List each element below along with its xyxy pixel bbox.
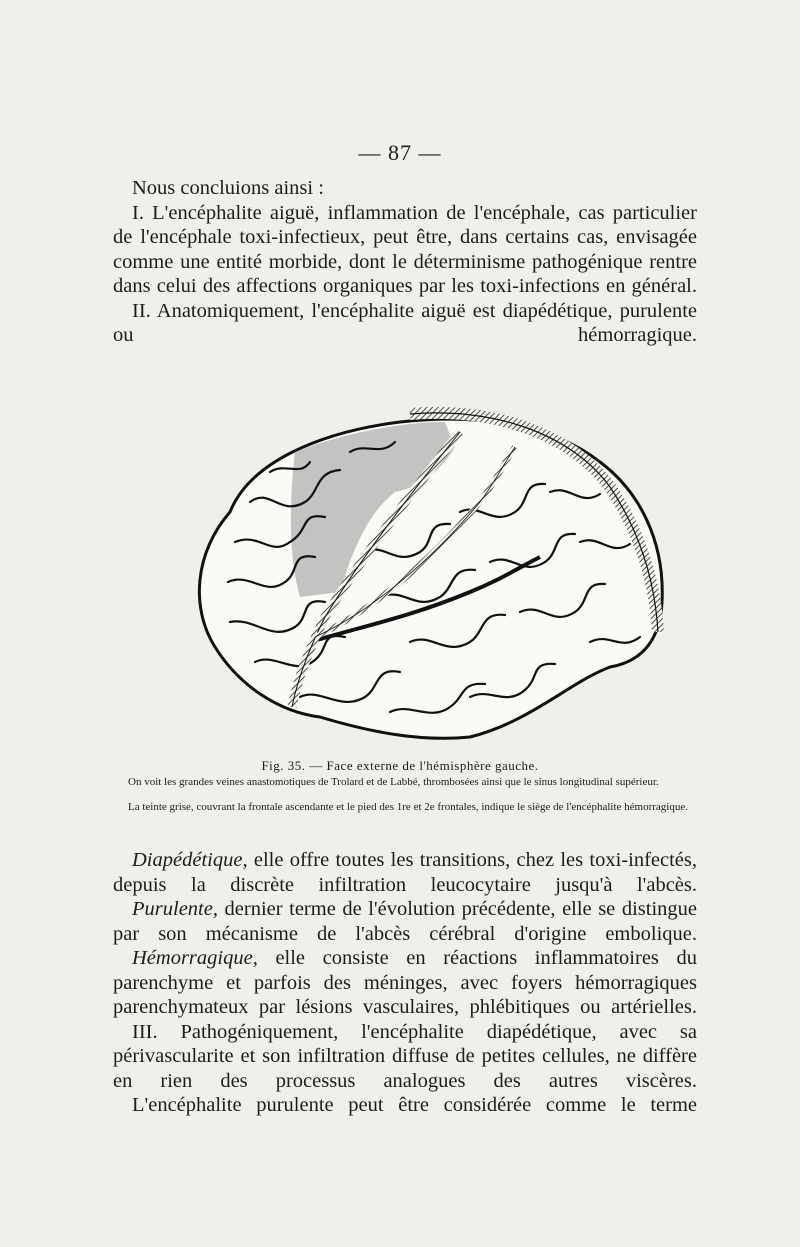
figure-caption-2 bbox=[113, 801, 697, 814]
paragraph-purulente-terme: L'encéphalite purulente peut être considérée comme le terme bbox=[132, 1094, 697, 1116]
conclusion-1: I. L'encéphalite aiguë, inflammation de l'encéphale, cas particulier de l'encéphale toxi-infectieux, peut être, dans certains cas, envisagée comme une entité morbide, dont le déterminisme pathogénique rentre dans celui des affections organiques par les toxi-infections en général. bbox=[113, 201, 697, 297]
text-hemorragique: elle consiste en réactions inflammatoires du parenchyme et parfois des méninges, avec foyers hémorragiques parenchymateux par lésions vasculaires, phlébitiques ou artérielles. bbox=[113, 947, 697, 1018]
text-purulente: dernier terme de l'évolution précédente, elle se distingue par son mécanisme de l'abcès cérébral d'origine embolique. bbox=[113, 898, 697, 945]
intro-text bbox=[113, 176, 697, 348]
conclusion-3: III. Pathogéniquement, l'encéphalite diapédétique, avec sa périvascularite et son infiltration diffuse de petites cellules, ne diffère en rien des processus analogues des autres viscères. bbox=[113, 1020, 697, 1092]
term-purulente: Purulente, bbox=[132, 898, 218, 920]
brain-illustration bbox=[170, 392, 670, 752]
term-hemorragique: Hémorragique, bbox=[132, 947, 258, 969]
caption-text-2: La teinte grise, couvrant la frontale ascendante et le pied des 1re et 2e frontales, indique le siège de l'encéphalite hémorragique. bbox=[128, 801, 688, 813]
brain-figure bbox=[170, 392, 670, 752]
text-diapedetique: elle offre toutes les transitions, chez les toxi-infectés, depuis la discrète infiltration leucocytaire jusqu'à l'abcès. bbox=[113, 849, 697, 896]
page-number: — 87 — bbox=[358, 140, 442, 165]
figure-caption-1 bbox=[113, 776, 697, 789]
conclusion-2: II. Anatomiquement, l'encéphalite aiguë est diapédétique, purulente ou hémorragique. bbox=[113, 299, 697, 346]
caption-text-1: On voit les grandes veines anastomotiques de Trolard et de Labbé, thrombosées ainsi que le sinus longitudinal supérieur. bbox=[128, 776, 659, 788]
term-diapedetique: Diapédétique, bbox=[132, 849, 248, 871]
paragraph-purulente bbox=[113, 897, 697, 946]
body-text bbox=[113, 848, 697, 1118]
paragraph-diapedetique bbox=[113, 848, 697, 897]
figure-title: Fig. 35. — Face externe de l'hémisphère gauche. bbox=[261, 758, 539, 773]
intro-lead: Nous concluions ainsi : bbox=[132, 177, 324, 199]
paragraph-hemorragique bbox=[113, 946, 697, 1020]
